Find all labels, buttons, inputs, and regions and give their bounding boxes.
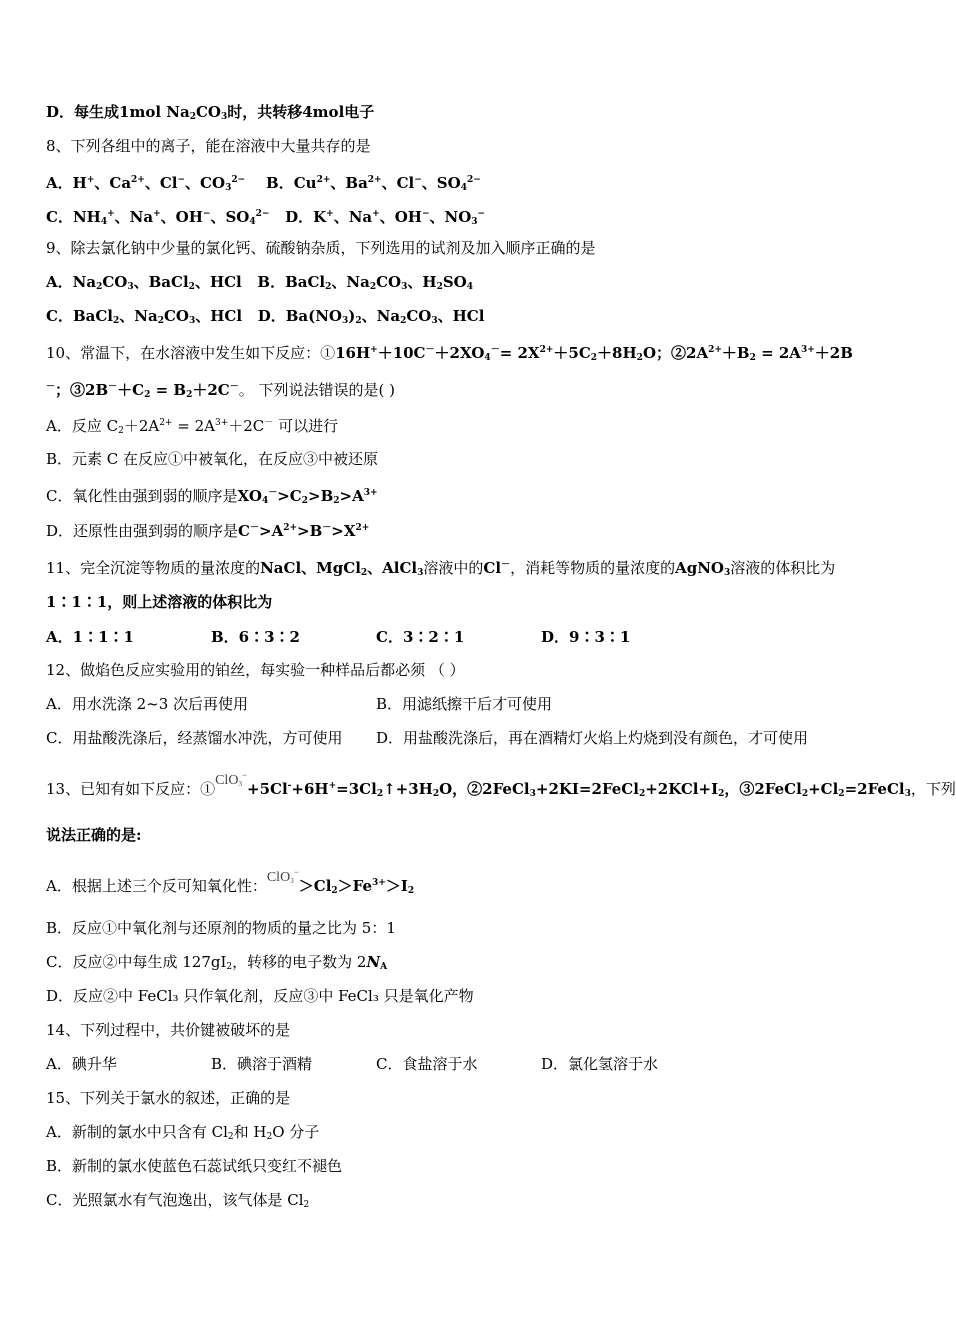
- q8-stem: 8、下列各组中的离子，能在溶液中大量共存的是: [46, 137, 371, 155]
- q10-option-d: D．还原性由强到弱的顺序是$C^->A^{2+}>B^->X^{2+}$: [46, 522, 370, 540]
- q7d-amount: 1mol Na: [119, 103, 190, 121]
- q15-option-c: C．光照氯水有气泡逸出，该气体是 $Cl_2$: [46, 1191, 310, 1210]
- q11-stem-mid: 溶液中的: [423, 559, 484, 577]
- q12-option-b: B．用滤纸擦干后才可使用: [376, 695, 553, 713]
- q10-option-b: B．元素 C 在反应①中被氧化，在反应③中被还原: [46, 450, 379, 468]
- q11-stem: 11、完全沉淀等物质的量浓度的NaCl、MgCl$_2$、AlCl$_3$溶液中的Cl－，消耗等物质的量浓度的AgNO$_3$溶液的体积比为: [46, 559, 836, 578]
- q12-options-ab: [46, 694, 846, 714]
- q10-d-pre: D．还原性由强到弱的顺序是: [46, 522, 239, 540]
- q14-option-b: B．碘溶于酒精: [211, 1055, 313, 1073]
- q10-option-c: C．氧化性由强到弱的顺序是$XO_4^->C_2>B_2>A^{3+}$: [46, 487, 378, 506]
- q13-stem-line2: 说法正确的是:: [46, 826, 142, 844]
- q13-option-b: B．反应①中氧化剂与还原剂的物质的量之比为 5：1: [46, 919, 396, 937]
- q14-stem: 14、下列过程中，共价键被破坏的是: [46, 1021, 291, 1039]
- q9-options-cd: C．BaCl$_2$、$Na_2CO_3$、HCl D．$Ba(NO_3)_2$、$Na_2CO_3$、HCl: [46, 307, 485, 326]
- chlorate-formula: ClO$_3$−: [215, 770, 248, 788]
- q15-c-pre: C．光照氯水有气泡逸出，该气体是 Cl: [46, 1191, 304, 1209]
- q8-options-ab: A．H+、$Ca^{2+}$、Cl−、$CO_3^{2-}$ B．$Cu^{2+}$、$Ba^{2+}$、Cl−、$SO_4^{2-}$: [46, 174, 481, 193]
- q10-stem-line2: －；$③2B^-+C_2 = B_2+2C^-$。 下列说法错误的是( ): [46, 381, 395, 400]
- q13-c-mid: ，转移的电子数为 2: [232, 953, 367, 971]
- q14-option-d: D．氯化氢溶于水: [541, 1055, 659, 1073]
- q12-stem: 12、做焰色反应实验用的铂丝，每实验一种样品后都必须 （ ）: [46, 661, 465, 679]
- q7d-tail: 电子: [344, 103, 375, 121]
- chlorate-formula-a: ClO$_3$−: [266, 867, 299, 885]
- q8-a-label: A．: [46, 174, 73, 192]
- q10-stem-tail: 。 下列说法错误的是( ): [238, 381, 395, 399]
- q11-option-a: A．1∶1∶1: [46, 628, 134, 646]
- q15-option-b: B．新制的氯水使蓝色石蕊试纸只变红不褪色: [46, 1157, 343, 1175]
- q7-option-d: D．每生成1mol $Na_2CO_3$时，共转移4mol电子: [46, 103, 375, 122]
- q10-stem-pre: 10、常温下，在水溶液中发生如下反应：①: [46, 344, 336, 362]
- q10-stem: 10、常温下，在水溶液中发生如下反应：$①16H^++10C^-+2XO_4^-= 2X^{2+}+5C_2+8H_2O$；$②2A^{2+}+B_2 = 2A^{3+}+2B$: [46, 344, 853, 363]
- q7d-formula: CO: [195, 103, 221, 121]
- q9-stem: 9、除去氯化钠中少量的氯化钙、硫酸钠杂质，下列选用的试剂及加入顺序正确的是: [46, 239, 596, 257]
- q11-stem-mid2: ，消耗等物质的量浓度的: [510, 559, 676, 577]
- q11-options: [46, 627, 746, 647]
- q15-a-mid: 和 H: [233, 1123, 267, 1141]
- q11-stem-pre: 11、完全沉淀等物质的量浓度的: [46, 559, 261, 577]
- q13-option-a: A．根据上述三个反可知氧化性：$ClO_3^->Cl_2>Fe^{3+}>I_2$: [46, 867, 415, 896]
- q7d-rest: 时，共转移: [227, 103, 303, 121]
- q15-a-pre: A．新制的氯水中只含有 Cl: [46, 1123, 228, 1141]
- q13-c-pre: C．反应②中每生成 127gI: [46, 953, 227, 971]
- q13-a-pre: A．根据上述三个反可知氧化性：: [46, 877, 267, 895]
- q9-options-ab: A．$Na_2CO_3$、BaCl$_2$、HCl B．BaCl$_2$、$Na_2CO_3$、$H_2SO_4$: [46, 273, 474, 292]
- q15-option-a: A．新制的氯水中只含有 $Cl_2$和 $H_2O$ 分子: [46, 1123, 320, 1142]
- q12-option-c: C．用盐酸洗涤后，经蒸馏水冲洗，方可使用: [46, 729, 343, 747]
- q8-options-cd: C．$NH_4^+$、Na+、OH−、$SO_4^{2-}$ D．K+、Na+、OH−、$NO_3^-$: [46, 208, 486, 227]
- q11-stem-line2: 1∶1∶1，则上述溶液的体积比为: [46, 593, 273, 611]
- q11-option-c: C．3∶2∶1: [376, 628, 465, 646]
- q14-options: [46, 1054, 746, 1074]
- q12-options-cd: [46, 728, 906, 748]
- q10-c-pre: C．氧化性由强到弱的顺序是: [46, 487, 238, 505]
- q15-a-end: O 分子: [272, 1123, 320, 1141]
- q8-b-label: B．: [266, 174, 294, 192]
- q7d-lead: D．每生成: [46, 103, 120, 121]
- q14-option-a: A．碘升华: [46, 1055, 117, 1073]
- q13-stem-pre: 13、已知有如下反应：①: [46, 780, 216, 798]
- q13-stem: 13、已知有如下反应：$①ClO_3^-+5Cl^-+6H^+=3Cl_2↑+3H_2O$，$②2FeCl_3+2KI=2FeCl_2+2KCl+I_2$，$③2FeCl_2+Cl_2=2FeCl_3$，下列: [46, 770, 956, 799]
- q13-option-d: D．反应②中 FeCl₃ 只作氧化剂，反应③中 FeCl₃ 只是氧化产物: [46, 987, 474, 1005]
- q10-option-a: A．反应 $C_2+2A^{2+} = 2A^{3+}+2C^-$ 可以进行: [46, 417, 339, 436]
- q11-stem-end: 溶液的体积比为: [730, 559, 836, 577]
- q12-option-d: D．用盐酸洗涤后，再在酒精灯火焰上灼烧到没有颜色，才可使用: [376, 729, 809, 747]
- q8-d-label: D．: [285, 208, 314, 226]
- q14-option-c: C．食盐溶于水: [376, 1055, 478, 1073]
- q7d-amt2: 4mol: [302, 103, 345, 121]
- q15-stem: 15、下列关于氯水的叙述，正确的是: [46, 1089, 291, 1107]
- q8-c-label: C．: [46, 208, 73, 226]
- q11-option-b: B．6∶3∶2: [211, 628, 300, 646]
- q13-option-c: C．反应②中每生成 $127gI_2$，转移的电子数为 $2N_A$: [46, 953, 388, 972]
- q12-option-a: A．用水洗涤 2~3 次后再使用: [46, 695, 249, 713]
- q11-option-d: D．9∶3∶1: [541, 628, 631, 646]
